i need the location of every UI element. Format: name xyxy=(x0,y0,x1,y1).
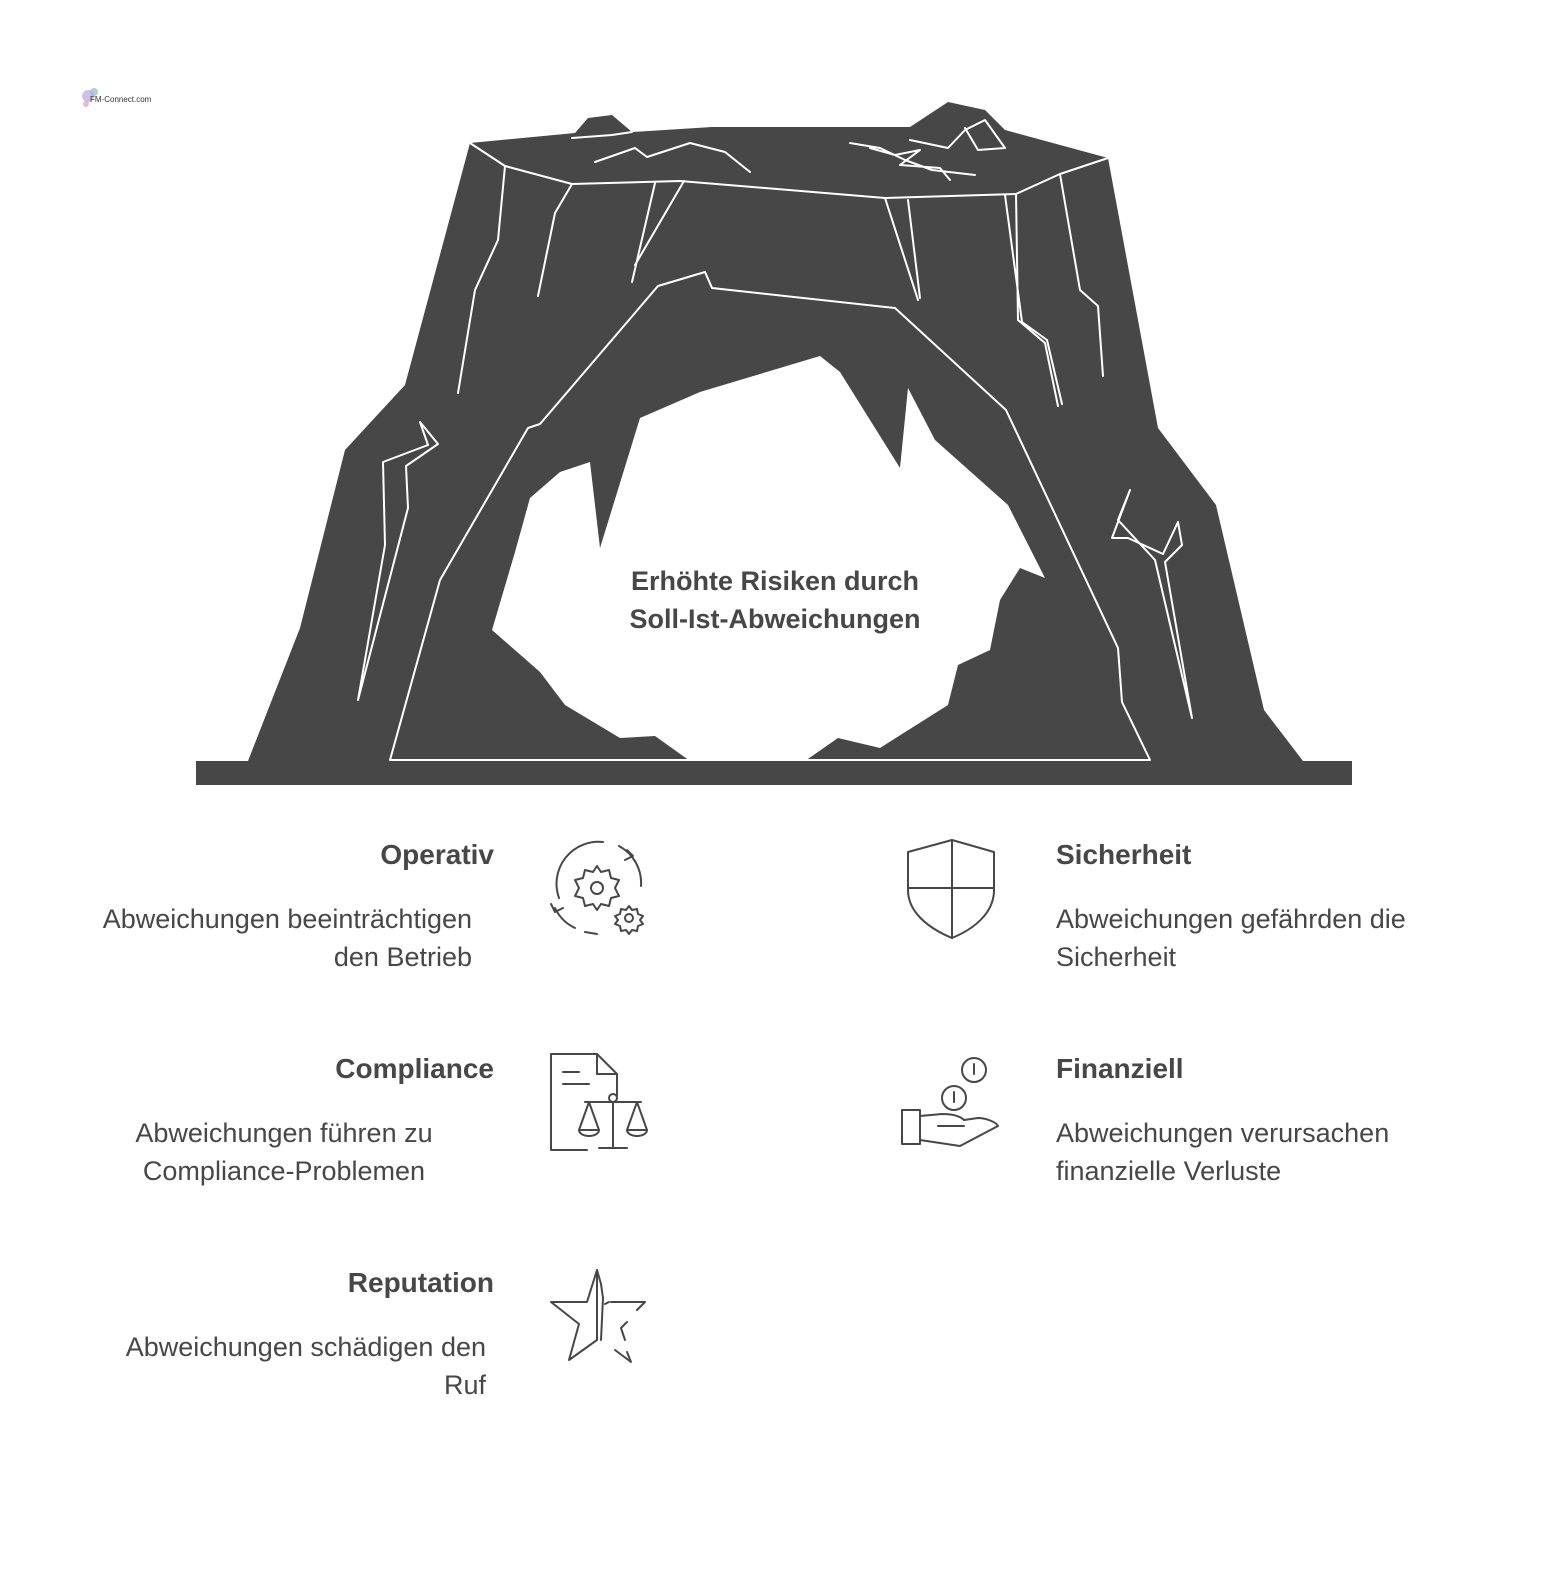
item-text: Abweichungen verursachen finanzielle Verluste xyxy=(1056,1118,1390,1186)
item-compliance xyxy=(70,1052,494,1192)
item-title: Reputation xyxy=(347,1267,494,1298)
ground-bar xyxy=(196,761,1352,785)
shield-icon xyxy=(898,832,1006,944)
hand-coins-icon xyxy=(898,1050,1006,1154)
item-title: Compliance xyxy=(335,1053,494,1084)
gears-cycle-icon xyxy=(545,836,653,940)
rock-body xyxy=(248,102,1303,761)
item-title: Operativ xyxy=(380,839,494,870)
item-text: Abweichungen beeinträchtigen den Betrieb xyxy=(102,904,472,972)
item-text: Abweichungen schädigen den Ruf xyxy=(125,1332,486,1400)
document-scales-icon xyxy=(545,1050,653,1154)
item-sicherheit xyxy=(1056,838,1496,976)
item-title: Sicherheit xyxy=(1056,839,1192,870)
item-text: Abweichungen gefährden die Sicherheit xyxy=(1056,904,1406,972)
item-reputation xyxy=(70,1266,494,1406)
item-title: Finanziell xyxy=(1056,1053,1184,1084)
item-operativ xyxy=(70,838,494,978)
item-text: Abweichungen führen zu Compliance-Problemen xyxy=(135,1118,433,1186)
broken-star-icon xyxy=(545,1264,653,1368)
item-finanziell xyxy=(1056,1052,1496,1190)
logo-text: FM-Connect.com xyxy=(90,95,152,104)
center-title: Erhöhte Risiken durch Soll-Ist-Abweichungen xyxy=(629,566,921,634)
